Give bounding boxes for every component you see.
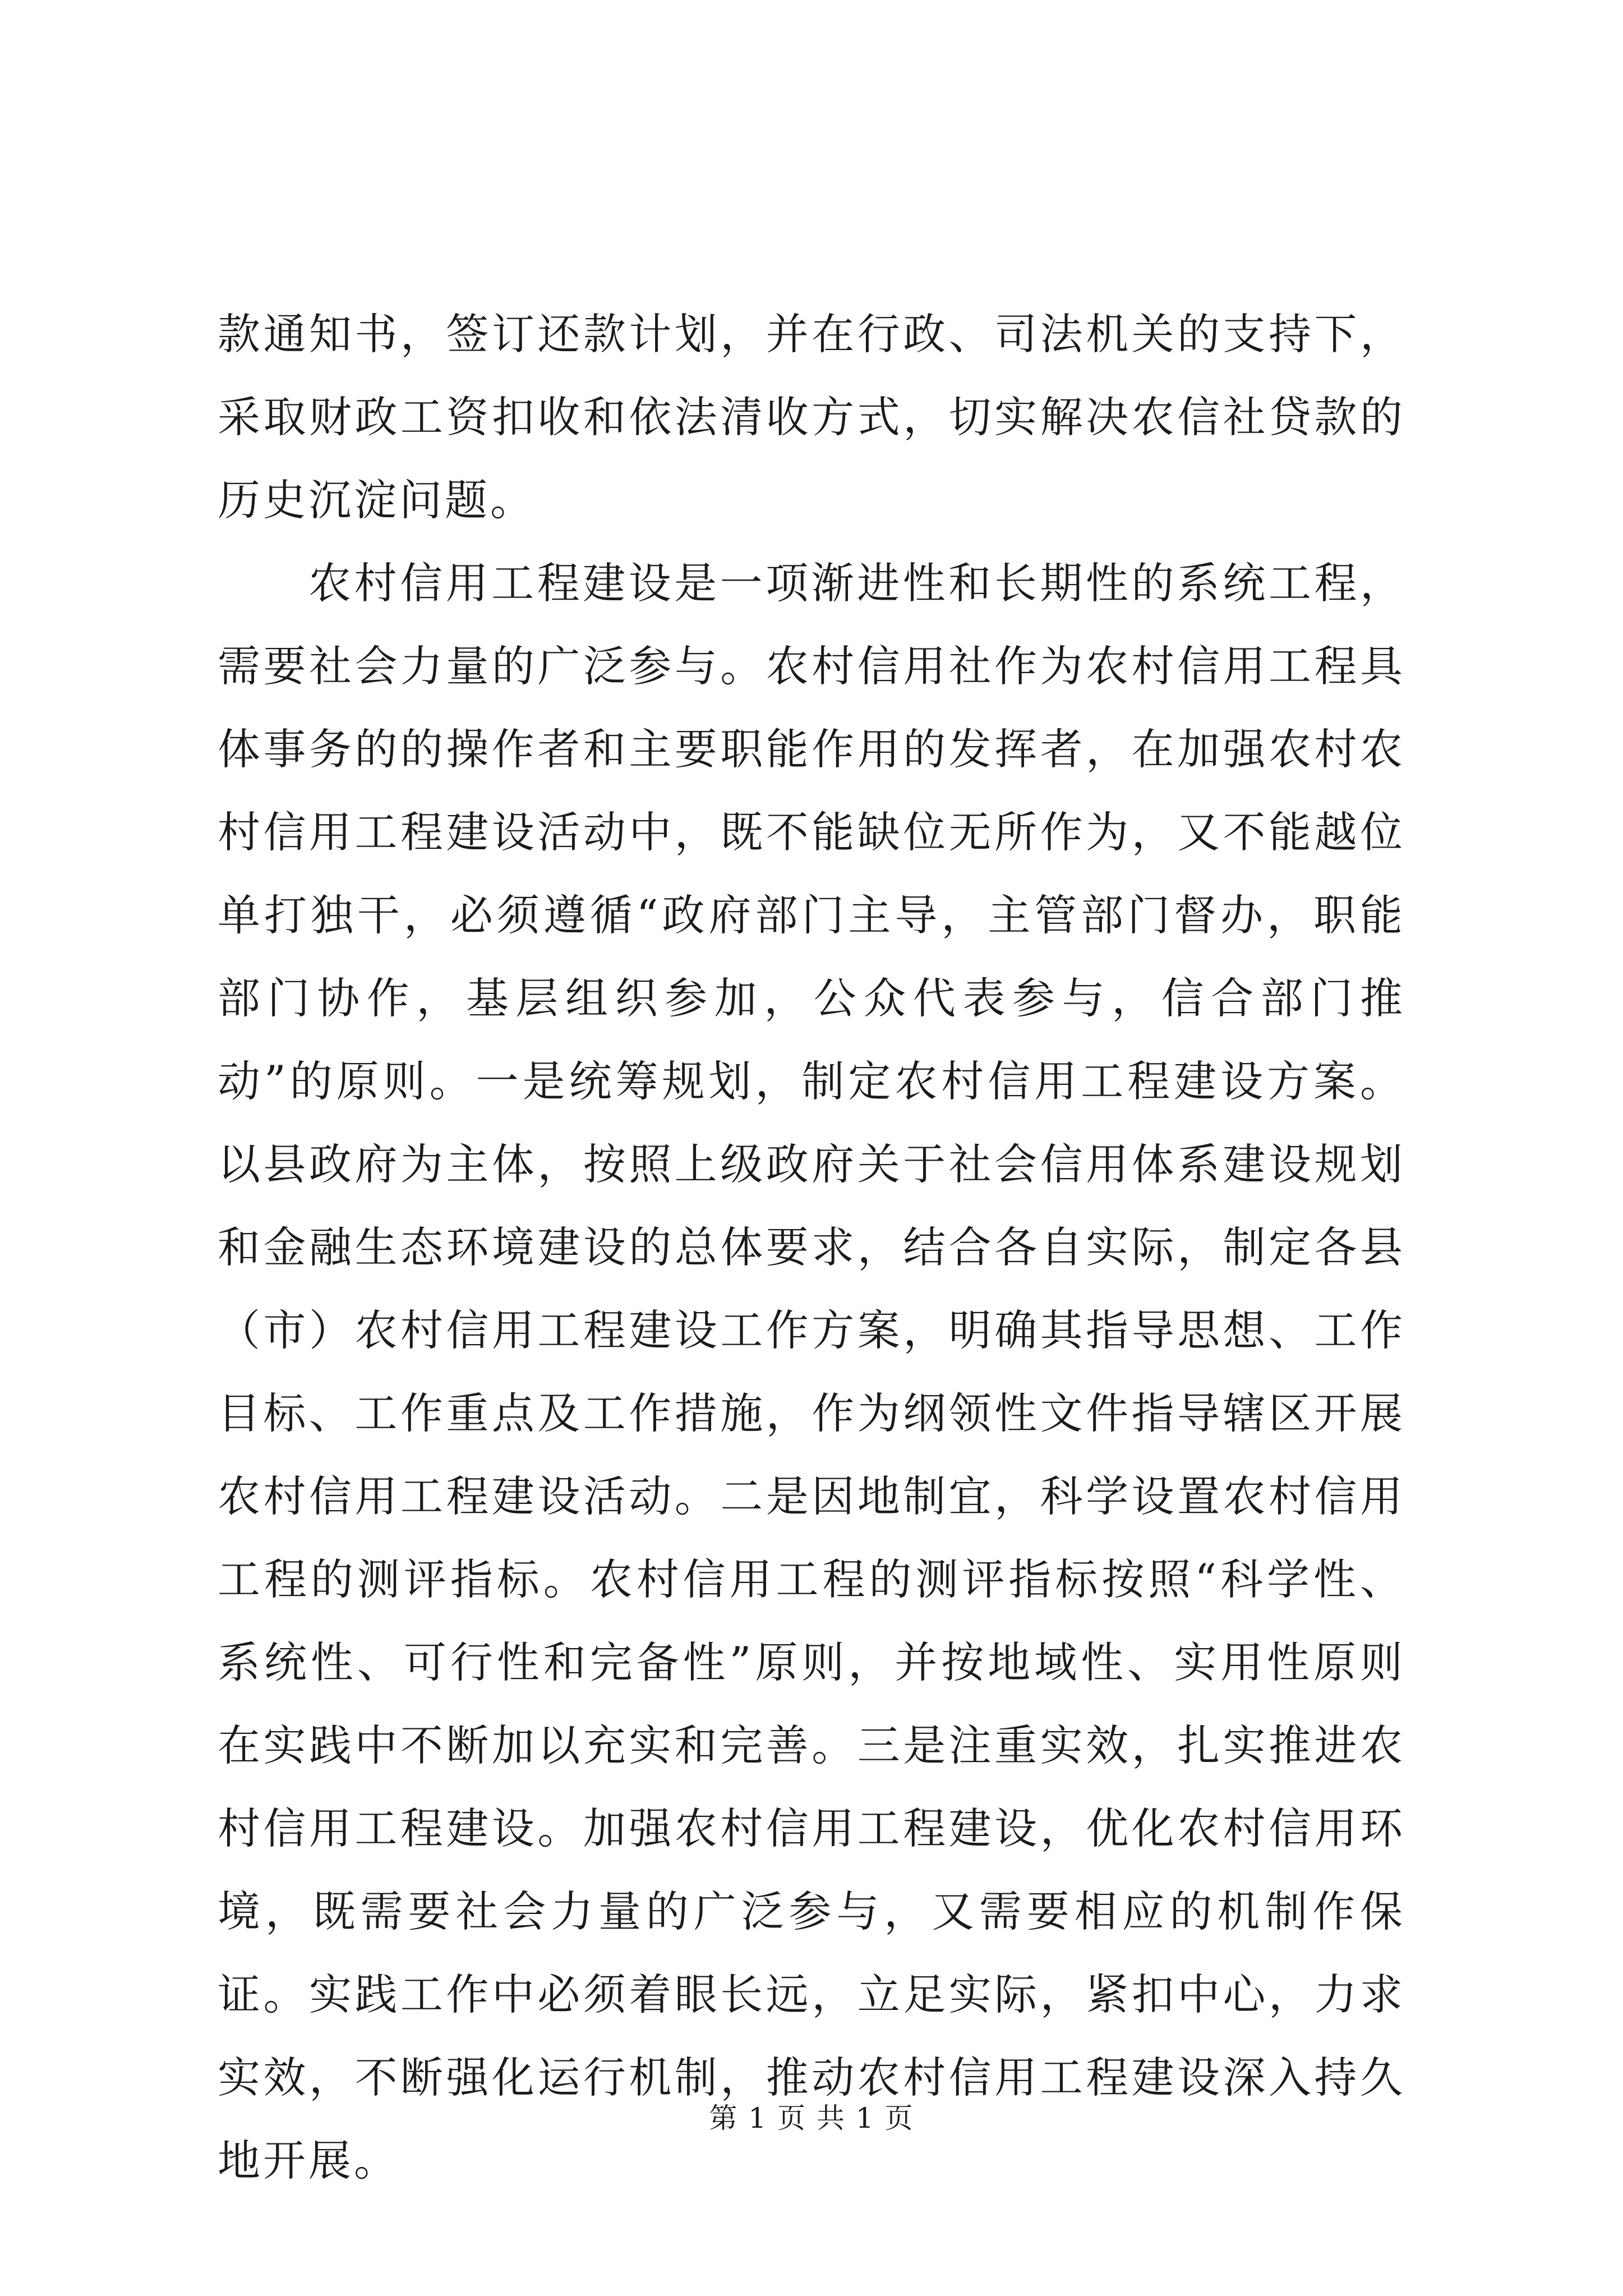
paragraph-continuation: 款通知书，签订还款计划，并在行政、司法机关的支持下，采取财政工资扣收和依法清收方式，切实解决农信社贷款的历史沉淀问题。 (218, 309, 1405, 525)
page-number-footer: 第 1 页 共 1 页 (709, 2102, 914, 2134)
body-text (218, 293, 1405, 2202)
paragraph-rural-credit-engineering: 农村信用工程建设是一项渐进性和长期性的系统工程，需要社会力量的广泛参与。农村信用社作为农村信用工程具体事务的的操作者和主要职能作用的发挥者，在加强农村农村信用工程建设活动中，既不能缺位无所作为，又不能越位单打独干，必须遵循“政府部门主导，主管部门督办，职能部门协作，基层组织参加，公众代表参与，信合部门推动”的原则。一是统筹规划，制定农村信用工程建设方案。以县政府为主体，按照上级政府关于社会信用体系建设规划和金融生态环境建设的总体要求，结合各自实际，制定各县（市）农村信用工程建设工作方案，明确其指导思想、工作目标、工作重点及工作措施，作为纲领性文件指导辖区开展农村信用工程建设活动。二是因地制宜，科学设置农村信用工程的测评指标。农村信用工程的测评指标按照“科学性、系统性、可行性和完备性”原则，并按地域性、实用性原则在实践中不断加以充实和完善。三是注重实效，扎实推进农村信用工程建设。加强农村信用工程建设，优化农村信用环境，既需要社会力量的广泛参与，又需要相应的机制作保证。实践工作中必须着眼长远，立足实际，紧扣中心，力求实效，不断强化运行机制，推动农村信用工程建设深入持久地开展。 (218, 558, 1405, 2185)
